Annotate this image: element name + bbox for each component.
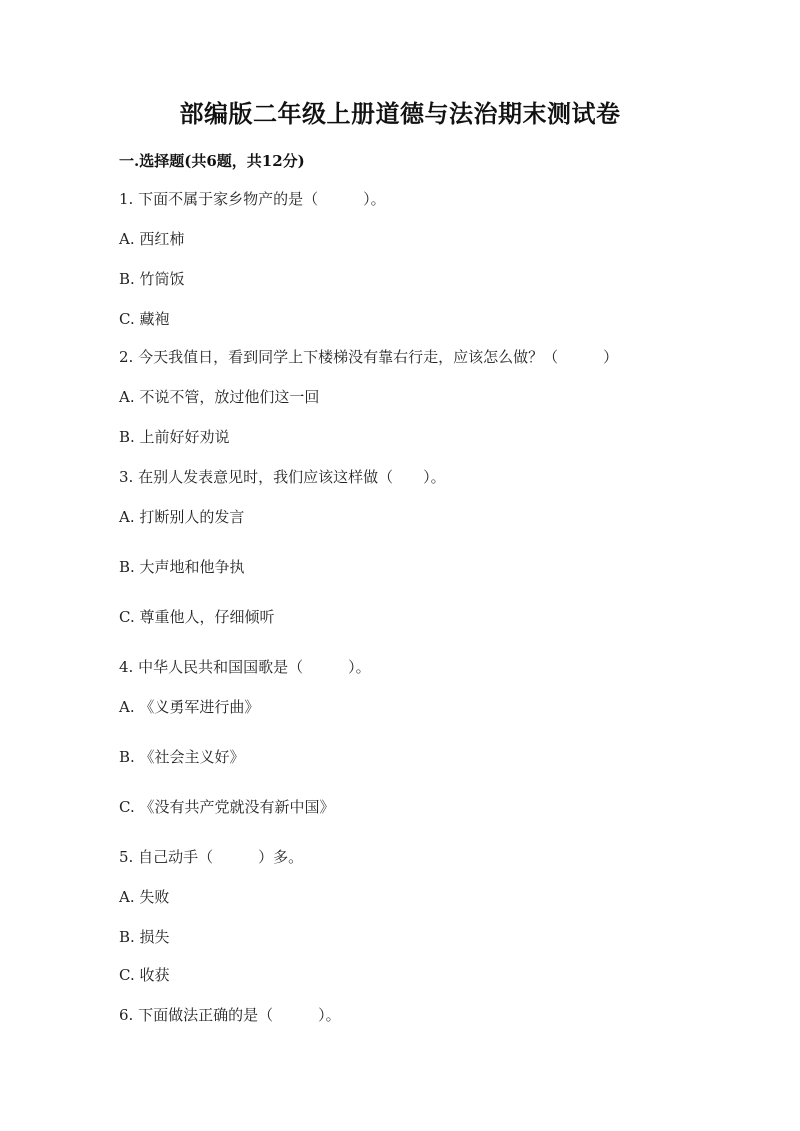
question-3-option-b: B. 大声地和他争执 <box>119 558 245 576</box>
question-3-option-c: C. 尊重他人，仔细倾听 <box>119 608 275 626</box>
section-heading: 一.选择题(共6题，共12分) <box>119 152 305 170</box>
question-5-option-a: A. 失败 <box>119 888 170 906</box>
question-4-stem: 4. 中华人民共和国国歌是（ ）。 <box>119 658 371 676</box>
question-4-option-c: C. 《没有共产党就没有新中国》 <box>119 798 335 816</box>
question-3-option-a: A. 打断别人的发言 <box>119 508 245 526</box>
question-2-option-b: B. 上前好好劝说 <box>119 428 230 446</box>
question-4-option-a: A. 《义勇军进行曲》 <box>119 698 260 716</box>
question-1-option-a: A. 西红柿 <box>119 230 185 248</box>
question-4-option-b: B. 《社会主义好》 <box>119 748 245 766</box>
question-5-option-b: B. 损失 <box>119 928 170 946</box>
question-3-stem: 3. 在别人发表意见时，我们应该这样做（ ）。 <box>119 468 446 486</box>
question-5-option-c: C. 收获 <box>119 966 170 984</box>
page-title: 部编版二年级上册道德与法治期末测试卷 <box>179 99 621 128</box>
question-1-option-c: C. 藏袍 <box>119 310 170 328</box>
question-2-stem: 2. 今天我值日，看到同学上下楼梯没有靠右行走，应该怎么做？（ ） <box>119 348 619 366</box>
question-1-stem: 1. 下面不属于家乡物产的是（ ）。 <box>119 190 386 208</box>
question-5-stem: 5. 自己动手（ ）多。 <box>119 848 304 866</box>
question-1-option-b: B. 竹筒饭 <box>119 270 185 288</box>
question-6-stem: 6. 下面做法正确的是（ ）。 <box>119 1006 341 1024</box>
question-2-option-a: A. 不说不管，放过他们这一回 <box>119 388 320 406</box>
